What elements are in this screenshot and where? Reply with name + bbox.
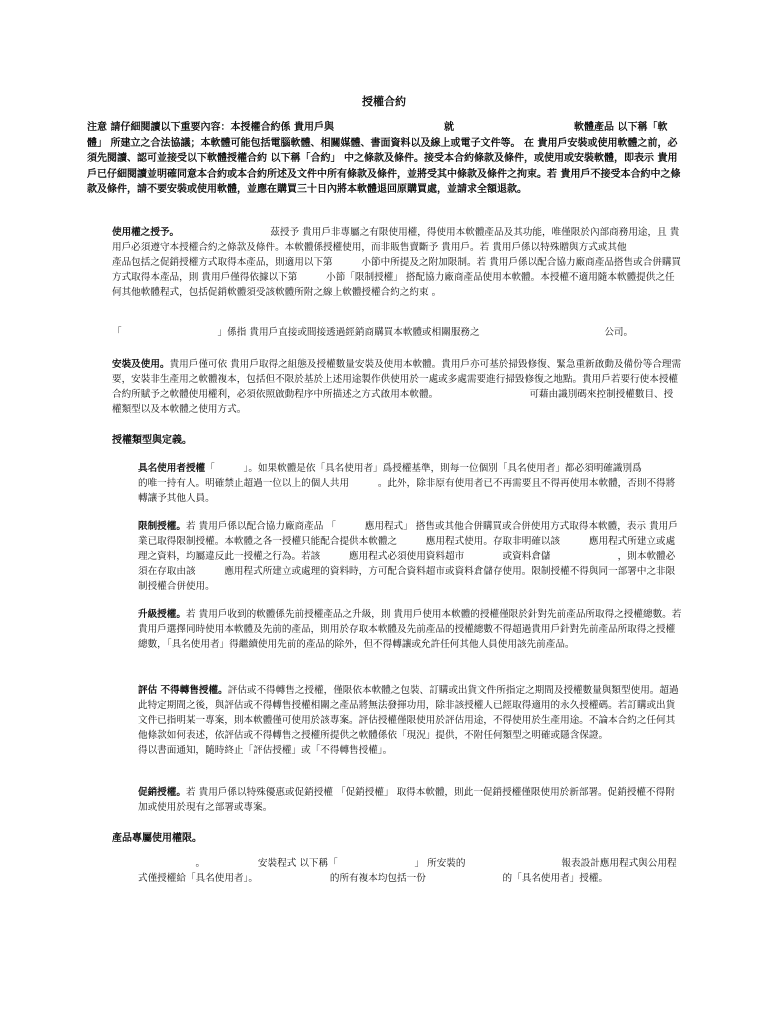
- named-user-license: [138, 461, 705, 506]
- evaluation-heading: 評估 不得轉售授權。: [138, 685, 228, 696]
- grant-heading: 使用權之授予。: [112, 227, 175, 238]
- install-paragraph: [112, 357, 682, 417]
- install-heading: 安裝及使用。: [112, 359, 170, 370]
- product-rights-paragraph: 。 安裝程式 以下稱「 」 所安裝的 報表設計應用程式與公用程式僅授權給「具名使用者」。 的所有複本均包括一份 的「具名使用者」授權。: [138, 858, 677, 884]
- restricted-license: [138, 519, 682, 594]
- upgrade-license: [138, 607, 682, 652]
- grant-paragraph: [112, 225, 713, 300]
- license-types-heading: 授權類型與定義。: [112, 435, 192, 446]
- evaluation-license: [138, 683, 700, 758]
- document-title: 授權合約: [362, 95, 406, 108]
- evaluation-text: 評估或不得轉售之授權，僅限依本軟體之包裝、訂購或出貨文件所指定之期間及授權數量與類型使用。超過此特定期間之後，與評估或不得轉售授權相關之產品將無法發揮功用，除非該授權人已經取得適用的永久授權碼。若訂購或出貨文件已指明某一專案，則本軟體僅可使用於該專案。評估授權僅限使用於評估用途，不得使用於生產用途。不論本合約之任何其他條款如何表述，依評估或不得轉售之授權所提供之軟體係依「現況」提供，不附任何類型之明確或隱含保證。 得以書面通知，隨時終止「評估授權」或「不得轉售授權」。: [138, 685, 700, 756]
- promotional-heading: 促銷授權。: [138, 787, 186, 798]
- notice-paragraph: 注意 請仔細閱讀以下重要內容：本授權合約係 貴用戶與 就 軟體產品 以下稱「軟體」 所建立之合法協議；本軟體可能包括電腦軟體、相關媒體、書面資料以及線上或電子文件等。 在 貴用戶安裝或使用軟體之前，必須先閱讀、認可並接受以下軟體授權合約 以下稱「合約」 中之條款及條件。接受本合約條款及條件，或使用或安裝軟體，即表示 貴用戶已仔細閱讀並明確同意本合約或本合約所述及文件中所有條款及條件，並將受其中條款及條件之拘束。若 貴用戶不接受本合約中之條款及條件，請不要安裝或使用軟體，並應在購買三十日內將本軟體退回原購買處，並請求全額退款。: [87, 122, 681, 195]
- grant-text: 茲授予 貴用戶非專屬之有限使用權，得使用本軟體產品及其功能，唯僅限於內部商務用途，且 貴用戶必須遵守本授權合約之條款及條件。本軟體係授權使用，而非販售賣斷予 貴用戶。若 貴用戶係以特殊贈與方式或其他 產品包括之促銷授權方式取得本產品，則適用以下第 小節中所提及之附加限制。若 貴用戶係以配合協力廠商產品搭售或合併購買方式取得本產品，則 貴用戶僅得依據以下第 小節「限制授權」 搭配協力廠商產品使用本軟體。本授權不適用隨本軟體提供之任何其他軟體程式，包括促銷軟體須受該軟體所附之線上軟體授權合約之約束 。: [112, 227, 713, 298]
- promotional-text: 若 貴用戶係以特殊優惠或促銷授權 「促銷授權」 取得本軟體，則此一促銷授權僅限使用於新部署。促銷授權不得附加或使用於現有之部署或專案。: [138, 787, 675, 813]
- promotional-license: [138, 785, 682, 815]
- named-user-heading: 具名使用者授權: [138, 463, 206, 474]
- upgrade-heading: 升級授權。: [138, 609, 186, 620]
- upgrade-text: 若 貴用戶收到的軟體係先前授權產品之升級，則 貴用戶使用本軟體的授權僅限於針對先前產品所取得之授權總數。若貴用戶選擇同時使用本軟體及先前的產品，則用於存取本軟體及先前產品的授權總數不得超過貴用戶針對先前產品所取得之授權總數，「具名使用者」得繼續使用先前的產品的除外，但不得轉讓或允許任何其他人員使用該先前產品。: [138, 609, 682, 650]
- named-user-text: 「 」。如果軟體是依「具名使用者」爲授權基準，則每一位個別「具名使用者」都必須明確識別爲 的唯一持有人。明確禁止超過一位以上的個人共用 。此外，除非原有使用者已不再需要且不得再使用本軟體，否則不得將 轉讓予其他人員。: [138, 463, 705, 504]
- restricted-heading: 限制授權。: [138, 521, 186, 532]
- restricted-text: 若 貴用戶係以配合協力廠商產品 「 應用程式」 搭售或其他合併購買或合併使用方式取得本軟體，表示 貴用戶業已取得限制授權。本軟體之各一授權只能配合提供本軟體之 應用程式使用。存取非明確以該 應用程式所建立或處理之資料，均屬違反此一授權之行為。若該 應用程式必須使用資料超市 或資料倉儲 ，則本軟體必須在存取由該 應用程式所建立或處理的資料時，方可配合資料超市或資料倉儲存使用。限制授權不得與同一部署中之非限制授權合併使用。: [138, 521, 678, 592]
- install-text: 貴用戶僅可依 貴用戶取得之組態及授權數量安裝及使用本軟體。貴用戶亦可基於掃毀修復、緊急重新啟動及備份等合理需要，安裝非生產用之軟體複本，包括但不限於基於上述用途製作供使用於一處或多處需要進行掃毀修復之地點。貴用戶若要行使本授權合約所賦予之軟體使用權利，必須依照啟動程序中所描述之方式啟用本軟體。 可藉由識別碼來控制授權數目、授權類型以及本軟體之使用方式。: [112, 359, 682, 415]
- definition-paragraph: 「 」係指 貴用戶直接或間接透過經銷商購買本軟體或相關服務之 公司。: [112, 327, 634, 338]
- product-rights-heading: 產品專屬使用權限。: [112, 833, 202, 844]
